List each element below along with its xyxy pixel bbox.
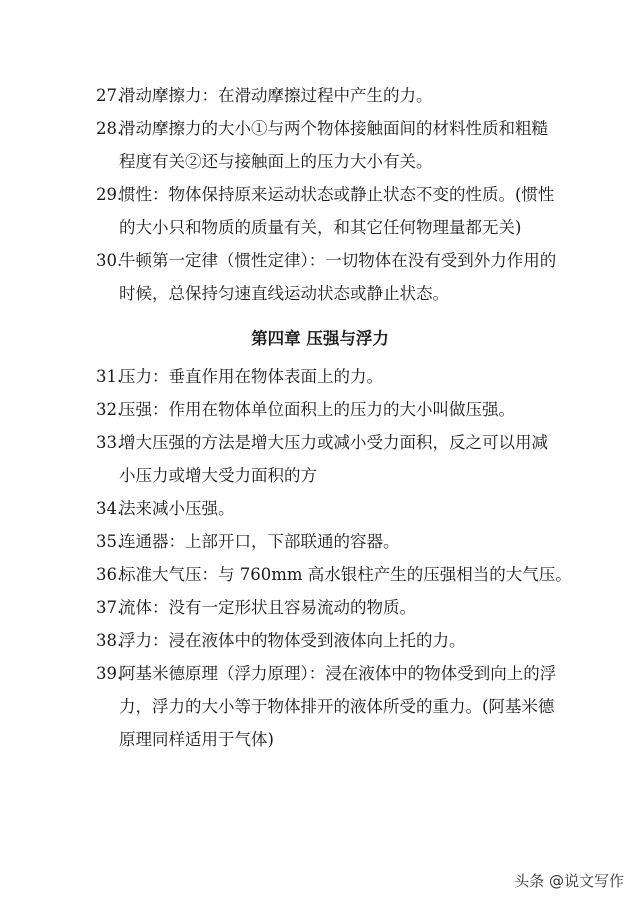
item-text-line: 小压力或增大受力面积的方	[119, 466, 317, 485]
item-number: 33.	[96, 433, 123, 452]
item-text	[119, 492, 566, 525]
item-text	[119, 657, 566, 756]
item-text	[119, 112, 566, 178]
item-text	[119, 558, 572, 591]
item-number: 36.	[96, 565, 123, 584]
item-number: 28.	[96, 119, 123, 138]
item-text	[119, 624, 566, 657]
item-text-line: 时候，总保持匀速直线运动状态或静止状态。	[119, 284, 449, 303]
item-text-line: 滑动摩擦力：在滑动摩擦过程中产生的力。	[119, 86, 433, 105]
item-number: 34.	[96, 499, 123, 518]
item-text	[119, 244, 566, 310]
item-text-line: 法来减小压强。	[119, 499, 235, 518]
item-text-line: 浮力：浸在液体中的物体受到液体向上托的力。	[119, 631, 466, 650]
item-text-line: 力，浮力的大小等于物体排开的液体所受的重力。(阿基米德	[119, 697, 555, 716]
item-text-line: 增大压强的方法是增大压力或减小受力面积，反之可以用减	[119, 433, 548, 452]
item-text-line: 流体：没有一定形状且容易流动的物质。	[119, 598, 416, 617]
item-text-line: 滑动摩擦力的大小①与两个物体接触面间的材料性质和粗糙	[119, 119, 548, 138]
item-number: 32.	[96, 400, 123, 419]
item-number: 38.	[96, 631, 123, 650]
item-text	[119, 178, 566, 244]
item-number: 29.	[96, 185, 123, 204]
item-text-line: 牛顿第一定律（惯性定律）：一切物体在没有受到外力作用的	[119, 251, 557, 270]
item-number: 30.	[96, 251, 123, 270]
item-text	[119, 393, 566, 426]
item-number: 37.	[96, 598, 123, 617]
item-text-line: 程度有关②还与接触面上的压力大小有关。	[119, 152, 433, 171]
item-number: 31.	[96, 367, 123, 386]
item-text-line: 惯性：物体保持原来运动状态或静止状态不变的性质。(惯性	[119, 185, 555, 204]
item-text	[119, 79, 566, 112]
item-number: 39.	[96, 664, 123, 683]
watermark: 头条 @说文写作	[514, 872, 624, 890]
item-text-line: 连通器：上部开口，下部联通的容器。	[119, 532, 400, 551]
item-text	[119, 360, 566, 393]
item-text	[119, 426, 566, 492]
chapter-heading: 第四章 压强与浮力	[251, 329, 389, 348]
item-text-line: 阿基米德原理（浮力原理）：浸在液体中的物体受到向上的浮	[119, 664, 557, 683]
item-text-line: 原理同样适用于气体)	[119, 730, 274, 749]
item-text-line: 标准大气压：与 760mm 高水银柱产生的压强相当的大气压。	[119, 565, 572, 584]
item-number: 27.	[96, 86, 123, 105]
item-text	[119, 591, 566, 624]
item-text-line: 压力：垂直作用在物体表面上的力。	[119, 367, 383, 386]
item-text-line: 的大小只和物质的质量有关，和其它任何物理量都无关)	[119, 218, 522, 237]
item-text-line: 压强：作用在物体单位面积上的压力的大小叫做压强。	[119, 400, 515, 419]
item-number: 35.	[96, 532, 123, 551]
item-text	[119, 525, 566, 558]
